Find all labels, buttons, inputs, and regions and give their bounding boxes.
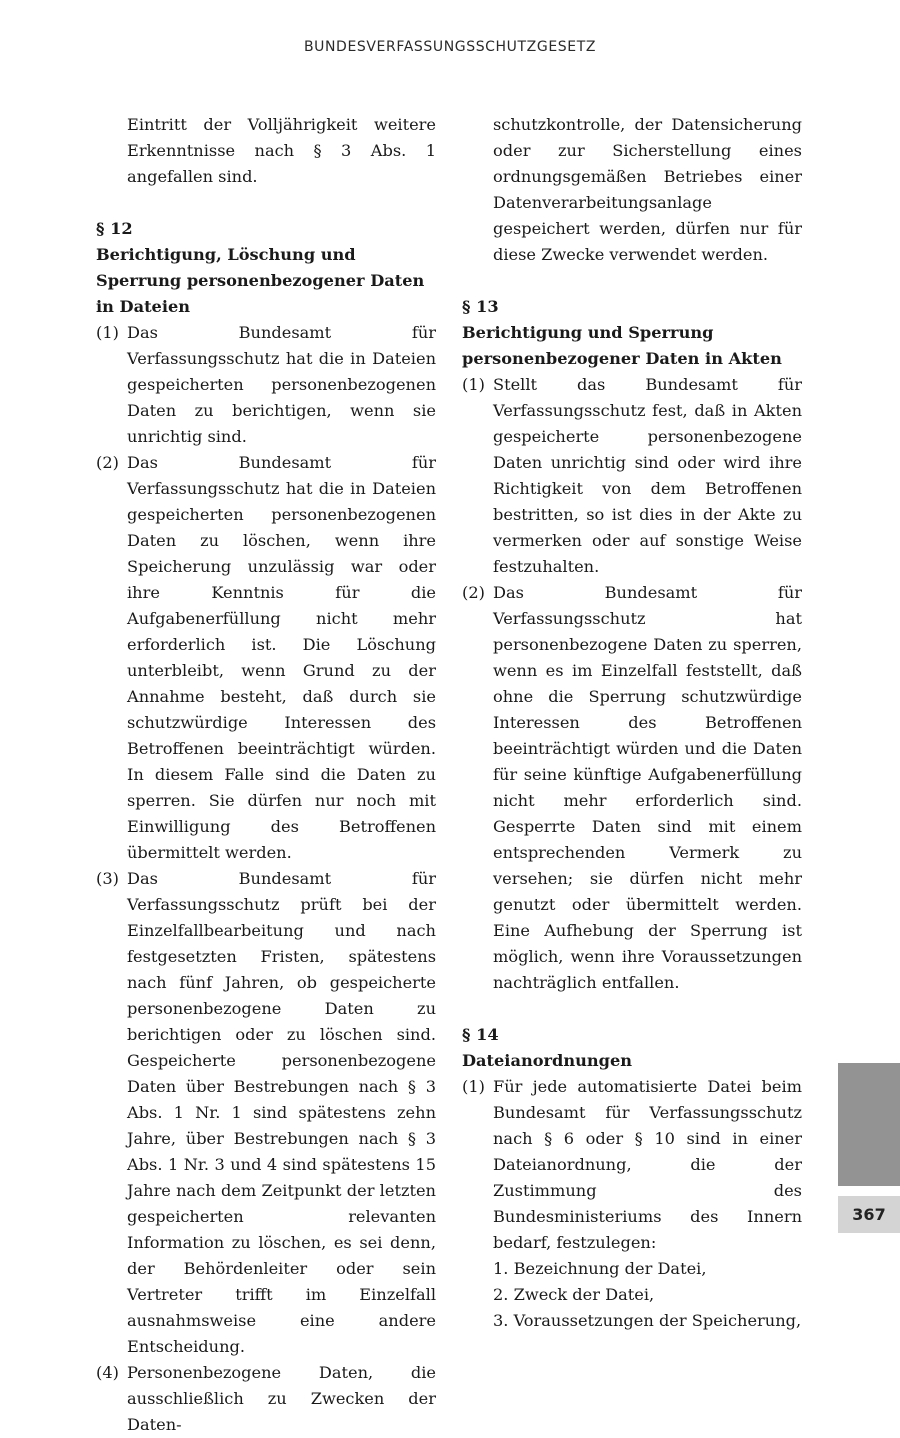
thumb-index-tab — [838, 1063, 900, 1186]
running-header: BUNDESVERFASSUNGSSCHUTZGESETZ — [303, 39, 597, 55]
paragraph-item — [96, 866, 436, 1360]
paragraph-text: Personenbezogene Daten, die ausschließlich zu Zwecken der Daten- — [127, 1363, 436, 1434]
enumeration-item: 1. Bezeichnung der Datei, — [493, 1259, 707, 1278]
section-number: § 14 — [462, 1025, 499, 1044]
enumeration-list — [462, 1256, 802, 1334]
paragraph-text: Das Bundesamt für Verfassungsschutz hat die in Dateien gespeicherten personenbezogenen Daten zu berichtigen, wenn sie unrichtig sind. — [127, 323, 436, 446]
paragraph-item — [96, 320, 436, 450]
paragraph-number: (1) — [462, 1077, 485, 1096]
paragraph-text: Das Bundesamt für Verfassungsschutz hat personenbezogene Daten zu sperren, wenn es im Einzelfall feststellt, daß ohne die Sperrung schutzwürdige Interessen des Betroffenen beeinträchtigt würden und die Daten für seine künftige Aufgabenerfüllung nicht mehr erforderlich sind. Gesperrte Daten sind mit einem entsprechenden Vermerk zu versehen; sie dürfen nicht mehr genutzt oder übermittelt werden. Eine Aufhebung der Sperrung ist möglich, wenn ihre Voraussetzungen nachträglich entfallen. — [493, 583, 802, 992]
left-column — [96, 112, 436, 1438]
continued-text: Eintritt der Volljährigkeit weitere Erkenntnisse nach § 3 Abs. 1 angefallen sind. — [127, 115, 436, 186]
paragraph-number: (2) — [462, 583, 485, 602]
enumeration-item: 2. Zweck der Datei, — [493, 1285, 655, 1304]
paragraph-item — [96, 450, 436, 866]
section-title: Berichtigung und Sperrung personenbezogener Daten in Akten — [462, 323, 782, 368]
paragraph-number: (2) — [96, 453, 119, 472]
paragraph-item — [462, 372, 802, 580]
paragraph-text: Das Bundesamt für Verfassungsschutz prüft bei der Einzelfallbearbeitung und nach festgesetzten Fristen, spätestens nach fünf Jahren, ob gespeicherte personenbezogene Daten zu berichtigen oder zu löschen sind. Gespeicherte personenbezogene Daten über Bestrebungen nach § 3 Abs. 1 Nr. 1 sind spätestens zehn Jahre, über Bestrebungen nach § 3 Abs. 1 Nr. 3 und 4 sind spätestens 15 Jahre nach dem Zeitpunkt der letzten gespeicherten relevanten Information zu löschen, es sei denn, der Behördenleiter oder sein Vertreter trifft im Einzelfall ausnahmsweise eine andere Entscheidung. — [127, 869, 436, 1356]
section-title: Berichtigung, Löschung und Sperrung personenbezogener Daten in Dateien — [96, 245, 425, 316]
paragraph-text: Das Bundesamt für Verfassungsschutz hat die in Dateien gespeicherten personenbezogenen Daten zu löschen, wenn ihre Speicherung unzulässig war oder ihre Kenntnis für die Aufgabenerfüllung nicht mehr erforderlich ist. Die Löschung unterbleibt, wenn Grund zu der Annahme besteht, daß durch sie schutzwürdige Interessen des Betroffenen beeinträchtigt würden. In diesem Falle sind die Daten zu sperren. Sie dürfen nur noch mit Einwilligung des Betroffenen übermittelt werden. — [127, 453, 436, 862]
paragraph-item — [462, 580, 802, 996]
section-number: § 12 — [96, 219, 133, 238]
paragraph-number: (4) — [96, 1363, 119, 1382]
page-number: 367 — [838, 1196, 900, 1233]
enumeration-item: 3. Voraussetzungen der Speicherung, — [493, 1311, 802, 1330]
section-number: § 13 — [462, 297, 499, 316]
continued-text: schutzkontrolle, der Datensicherung oder zur Sicherstellung eines ordnungsgemäßen Betriebes einer Datenverarbeitungsanlage gespeichert werden, dürfen nur für diese Zwecke verwendet werden. — [493, 115, 802, 264]
paragraph-text: Stellt das Bundesamt für Verfassungsschutz fest, daß in Akten gespeicherte personenbezogene Daten unrichtig sind oder wird ihre Richtigkeit von dem Betroffenen bestritten, so ist dies in der Akte zu vermerken oder auf sonstige Weise festzuhalten. — [493, 375, 802, 576]
paragraph-number: (1) — [462, 375, 485, 394]
right-column — [462, 112, 802, 1334]
paragraph-item — [96, 1360, 436, 1438]
paragraph-number: (3) — [96, 869, 119, 888]
section-title: Dateianordnungen — [462, 1051, 633, 1070]
paragraph-item — [462, 1074, 802, 1256]
paragraph-number: (1) — [96, 323, 119, 342]
paragraph-text: Für jede automatisierte Datei beim Bundesamt für Verfassungsschutz nach § 6 oder § 10 sind in einer Dateianordnung, die der Zustimmung des Bundesministeriums des Innern bedarf, festzulegen: — [493, 1077, 802, 1252]
